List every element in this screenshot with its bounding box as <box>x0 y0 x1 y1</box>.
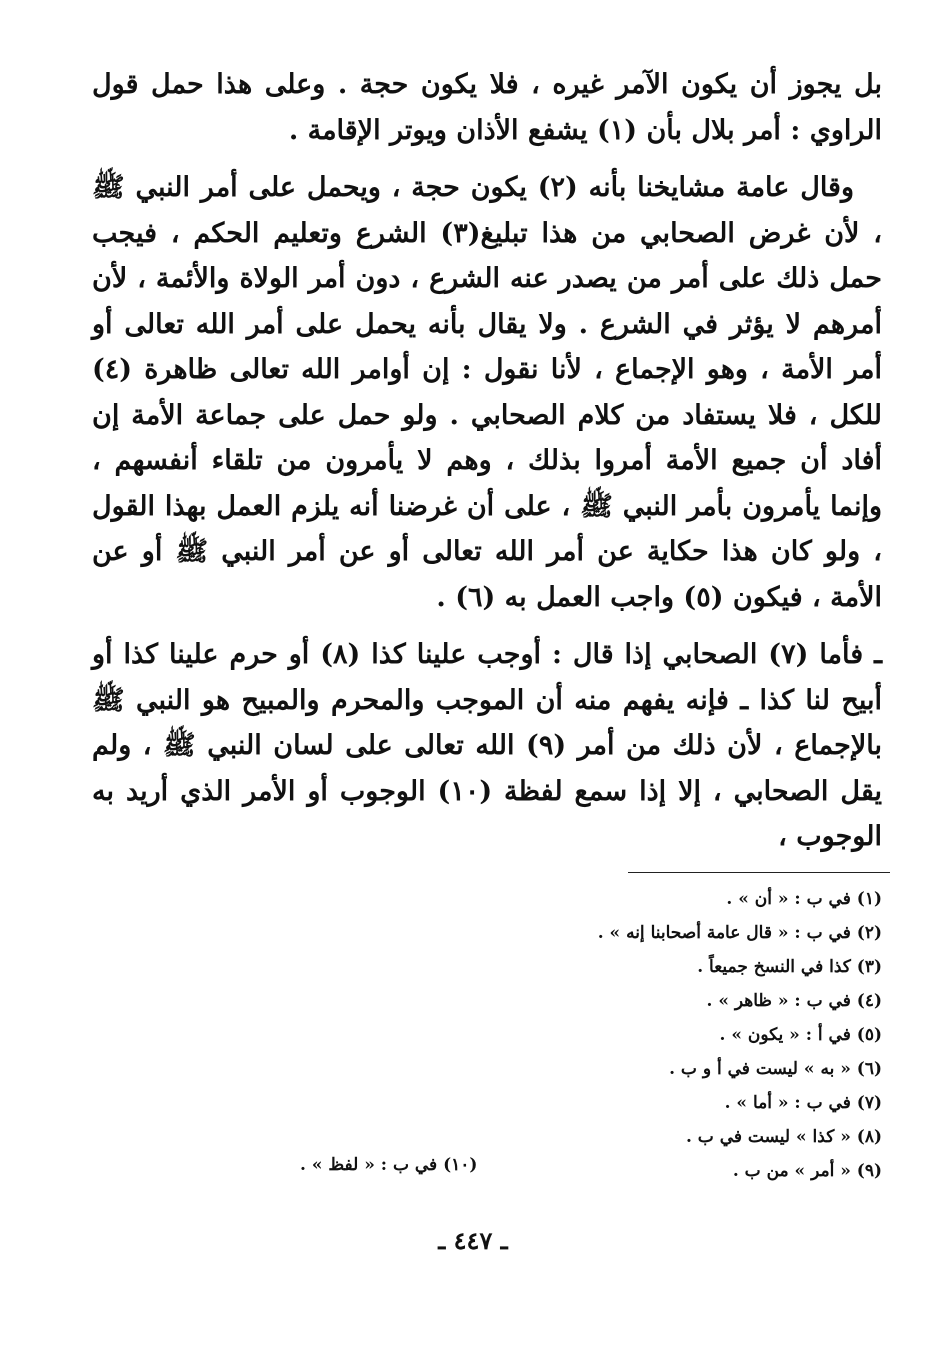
page-number: ـ ٤٤٧ ـ <box>438 1226 508 1255</box>
footnote-10: (١٠) في ب : « لفظ » . <box>300 1155 478 1175</box>
footnote-3: (٣) كذا في النسخ جميعاً . <box>697 957 882 977</box>
footnote-6: (٦) « به » ليست في أ و ب . <box>669 1059 882 1079</box>
paragraph-2: وقال عامة مشايخنا بأنه (٢) يكون حجة ، ويحمل على أمر النبي ﷺ ، لأن غرض الصحابي من هذا تبليغ(٣) الشرع وتعليم الحكم ، فيجب حمل ذلك على أمر من يصدر عنه الشرع ، دون أمر الولاة والأئمة ، لأن أمرهم لا يؤثر في الشرع . ولا يقال بأنه يحمل على أمر الله تعالى أو أمر الأمة ، وهو الإجماع ، لأنا نقول : إن أوامر الله تعالى ظاهرة (٤) للكل ، فلا يستفاد من كلام الصحابي . ولو حمل على جماعة الأمة إن أفاد أن جميع الأمة أمروا بذلك ، وهم لا يأمرون من تلقاء أنفسهم ، وإنما يأمرون بأمر النبي ﷺ ، على أن غرضنا أنه يلزم العمل بهذا القول ، ولو كان هذا حكاية عن أمر الله تعالى أو عن أمر النبي ﷺ أو عن الأمة ، فيكون (٥) واجب العمل به (٦) . <box>92 172 882 613</box>
footnote-2: (٢) في ب : « قال عامة أصحابنا إنه » . <box>597 923 882 943</box>
footnote-7: (٧) في ب : « أما » . <box>724 1093 882 1113</box>
main-text <box>92 62 882 860</box>
footnote-1: (١) في ب : « أن » . <box>726 889 882 909</box>
footnote-4: (٤) في ب : « ظاهر » . <box>706 991 882 1011</box>
paragraph-1: بل يجوز أن يكون الآمر غيره ، فلا يكون حجة . وعلى هذا حمل قول الراوي : أمر بلال بأن (١) يشفع الأذان ويوتر الإقامة . <box>92 69 882 146</box>
footnotes <box>282 882 882 1188</box>
paragraph-3: ـ فأما (٧) الصحابي إذا قال : أوجب علينا كذا (٨) أو حرم علينا كذا أو أبيح لنا كذا ـ فإنه يفهم منه أن الموجب والمحرم والمبيح هو النبي ﷺ بالإجماع ، لأن ذلك من أمر (٩) الله تعالى على لسان النبي ﷺ ، ولم يقل الصحابي ، إلا إذا سمع لفظة (١٠) الوجوب أو الأمر الذي أريد به الوجوب ، <box>92 639 882 852</box>
footnote-8: (٨) « كذا » ليست في ب . <box>685 1127 882 1147</box>
footnote-9: (٩) « أمر » من ب . <box>732 1161 882 1181</box>
footnote-divider <box>628 872 890 873</box>
footnote-5: (٥) في أ : « يكون » . <box>719 1025 882 1045</box>
